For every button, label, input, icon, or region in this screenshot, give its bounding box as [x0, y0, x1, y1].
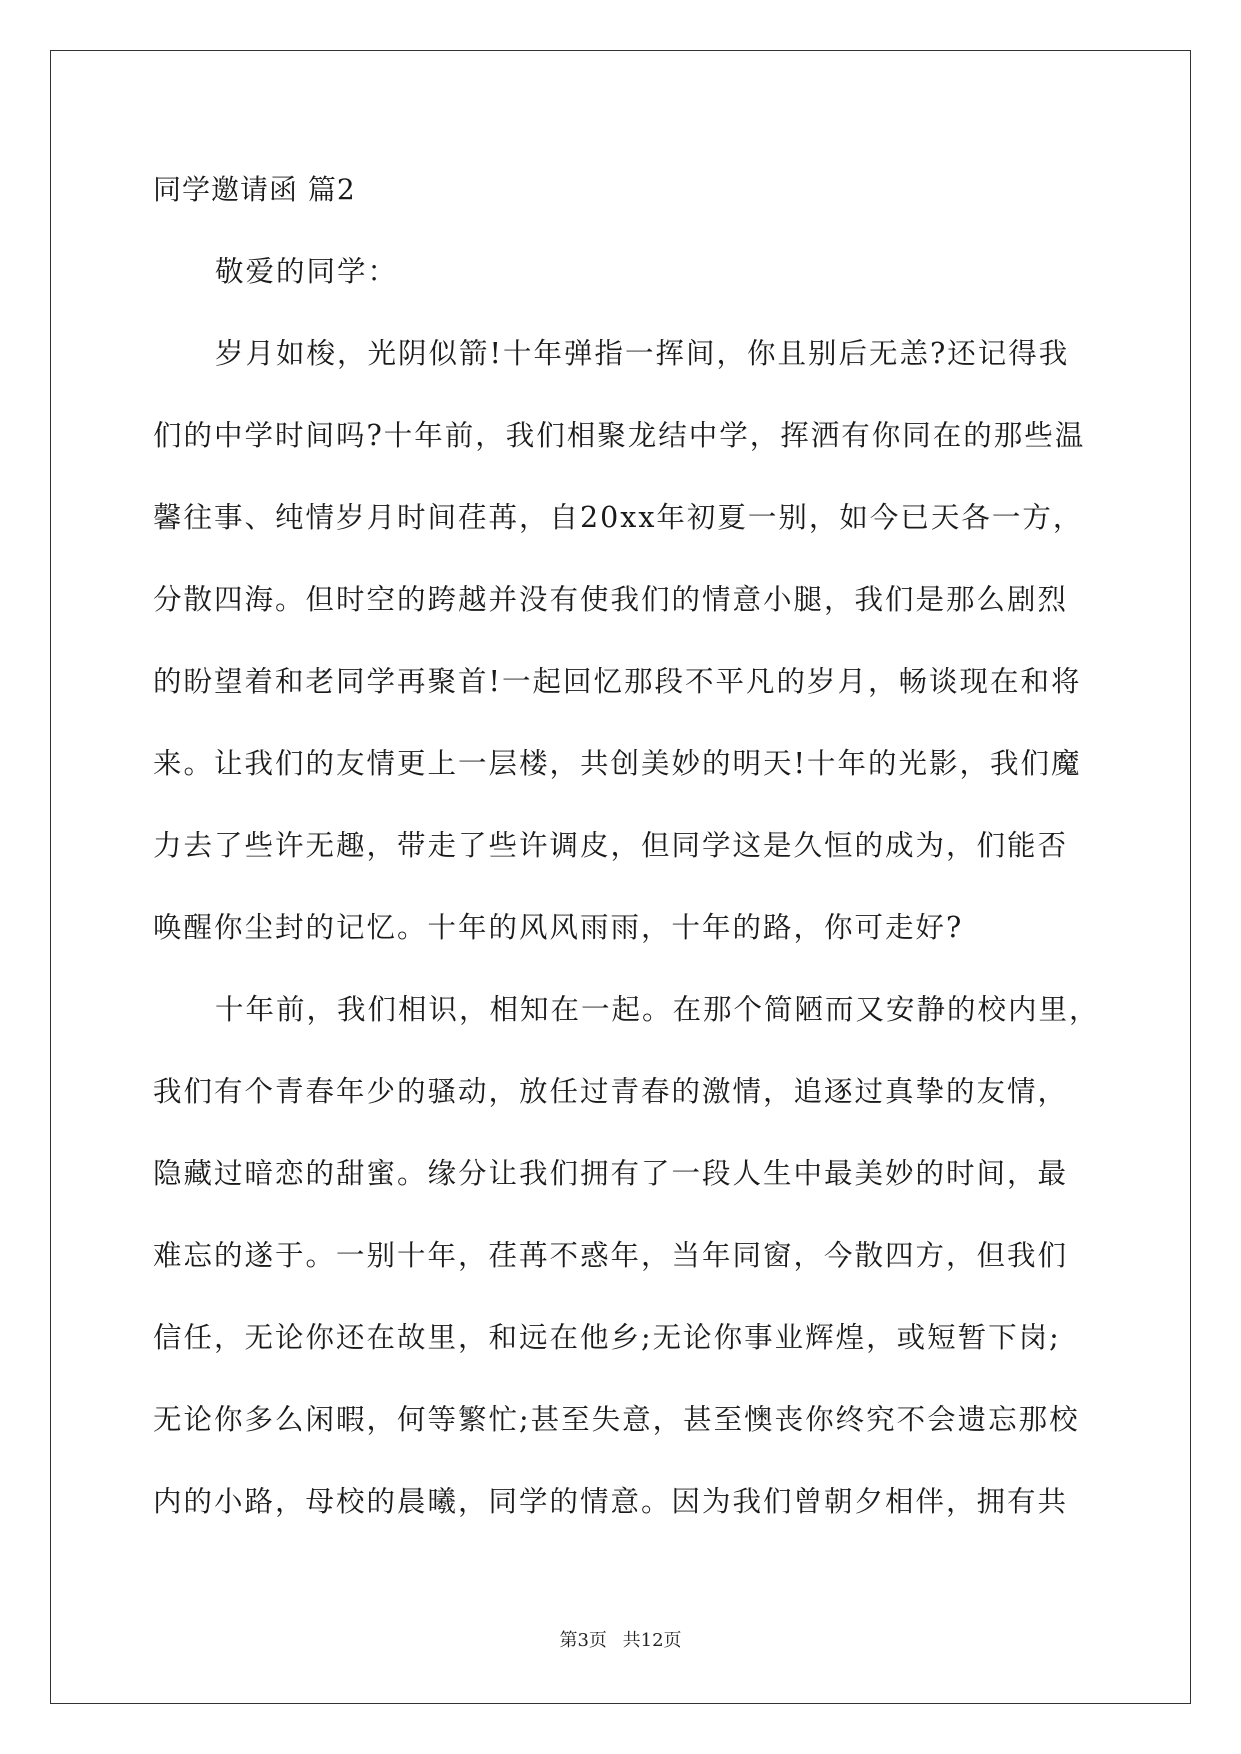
page-footer	[0, 1626, 1241, 1652]
text-line: 信任，无论你还在故里，和远在他乡;无论你事业辉煌，或短暂下岗;	[153, 1321, 1061, 1354]
text-line: 们的中学时间吗?十年前，我们相聚龙结中学，挥洒有你同在的那些温	[153, 419, 1086, 452]
text-line: 隐藏过暗恋的甜蜜。缘分让我们拥有了一段人生中最美妙的时间，最	[153, 1157, 1069, 1190]
text-line: 十年前，我们相识，相知在一起。在那个简陋而又安静的校内里，	[215, 993, 1100, 1026]
text-line: 我们有个青春年少的骚动，放任过青春的激情，追逐过真挚的友情，	[153, 1075, 1069, 1108]
text-line: 岁月如梭，光阴似箭!十年弹指一挥间，你且别后无恙?还记得我	[215, 337, 1070, 370]
text-line: 的盼望着和老同学再聚首!一起回忆那段不平凡的岁月，畅谈现在和将	[153, 665, 1082, 698]
page-number: 第3页	[559, 1630, 607, 1651]
text-line: 馨往事、纯情岁月时间荏苒，自20xx年初夏一别，如今已天各一方，	[153, 501, 1084, 534]
text-line: 内的小路，母校的晨曦，同学的情意。因为我们曾朝夕相伴，拥有共	[153, 1485, 1069, 1518]
text-line: 唤醒你尘封的记忆。十年的风风雨雨，十年的路，你可走好?	[153, 911, 964, 944]
text-line: 难忘的遂于。一别十年，荏苒不惑年，当年同窗，今散四方，但我们	[153, 1239, 1069, 1272]
text-line: 力去了些许无趣，带走了些许调皮，但同学这是久恒的成为，们能否	[153, 829, 1069, 862]
text-line: 分散四海。但时空的跨越并没有使我们的情意小腿，我们是那么剧烈	[153, 583, 1069, 616]
document-body	[153, 160, 1098, 1554]
text-line: 来。让我们的友情更上一层楼，共创美妙的明天!十年的光影，我们魔	[153, 747, 1082, 780]
document-heading: 同学邀请函 篇2	[153, 173, 356, 206]
text-line: 敬爱的同学：	[215, 255, 399, 288]
total-pages: 共12页	[622, 1630, 682, 1651]
text-line: 无论你多么闲暇，何等繁忙;甚至失意，甚至懊丧你终究不会遗忘那校	[153, 1403, 1080, 1436]
